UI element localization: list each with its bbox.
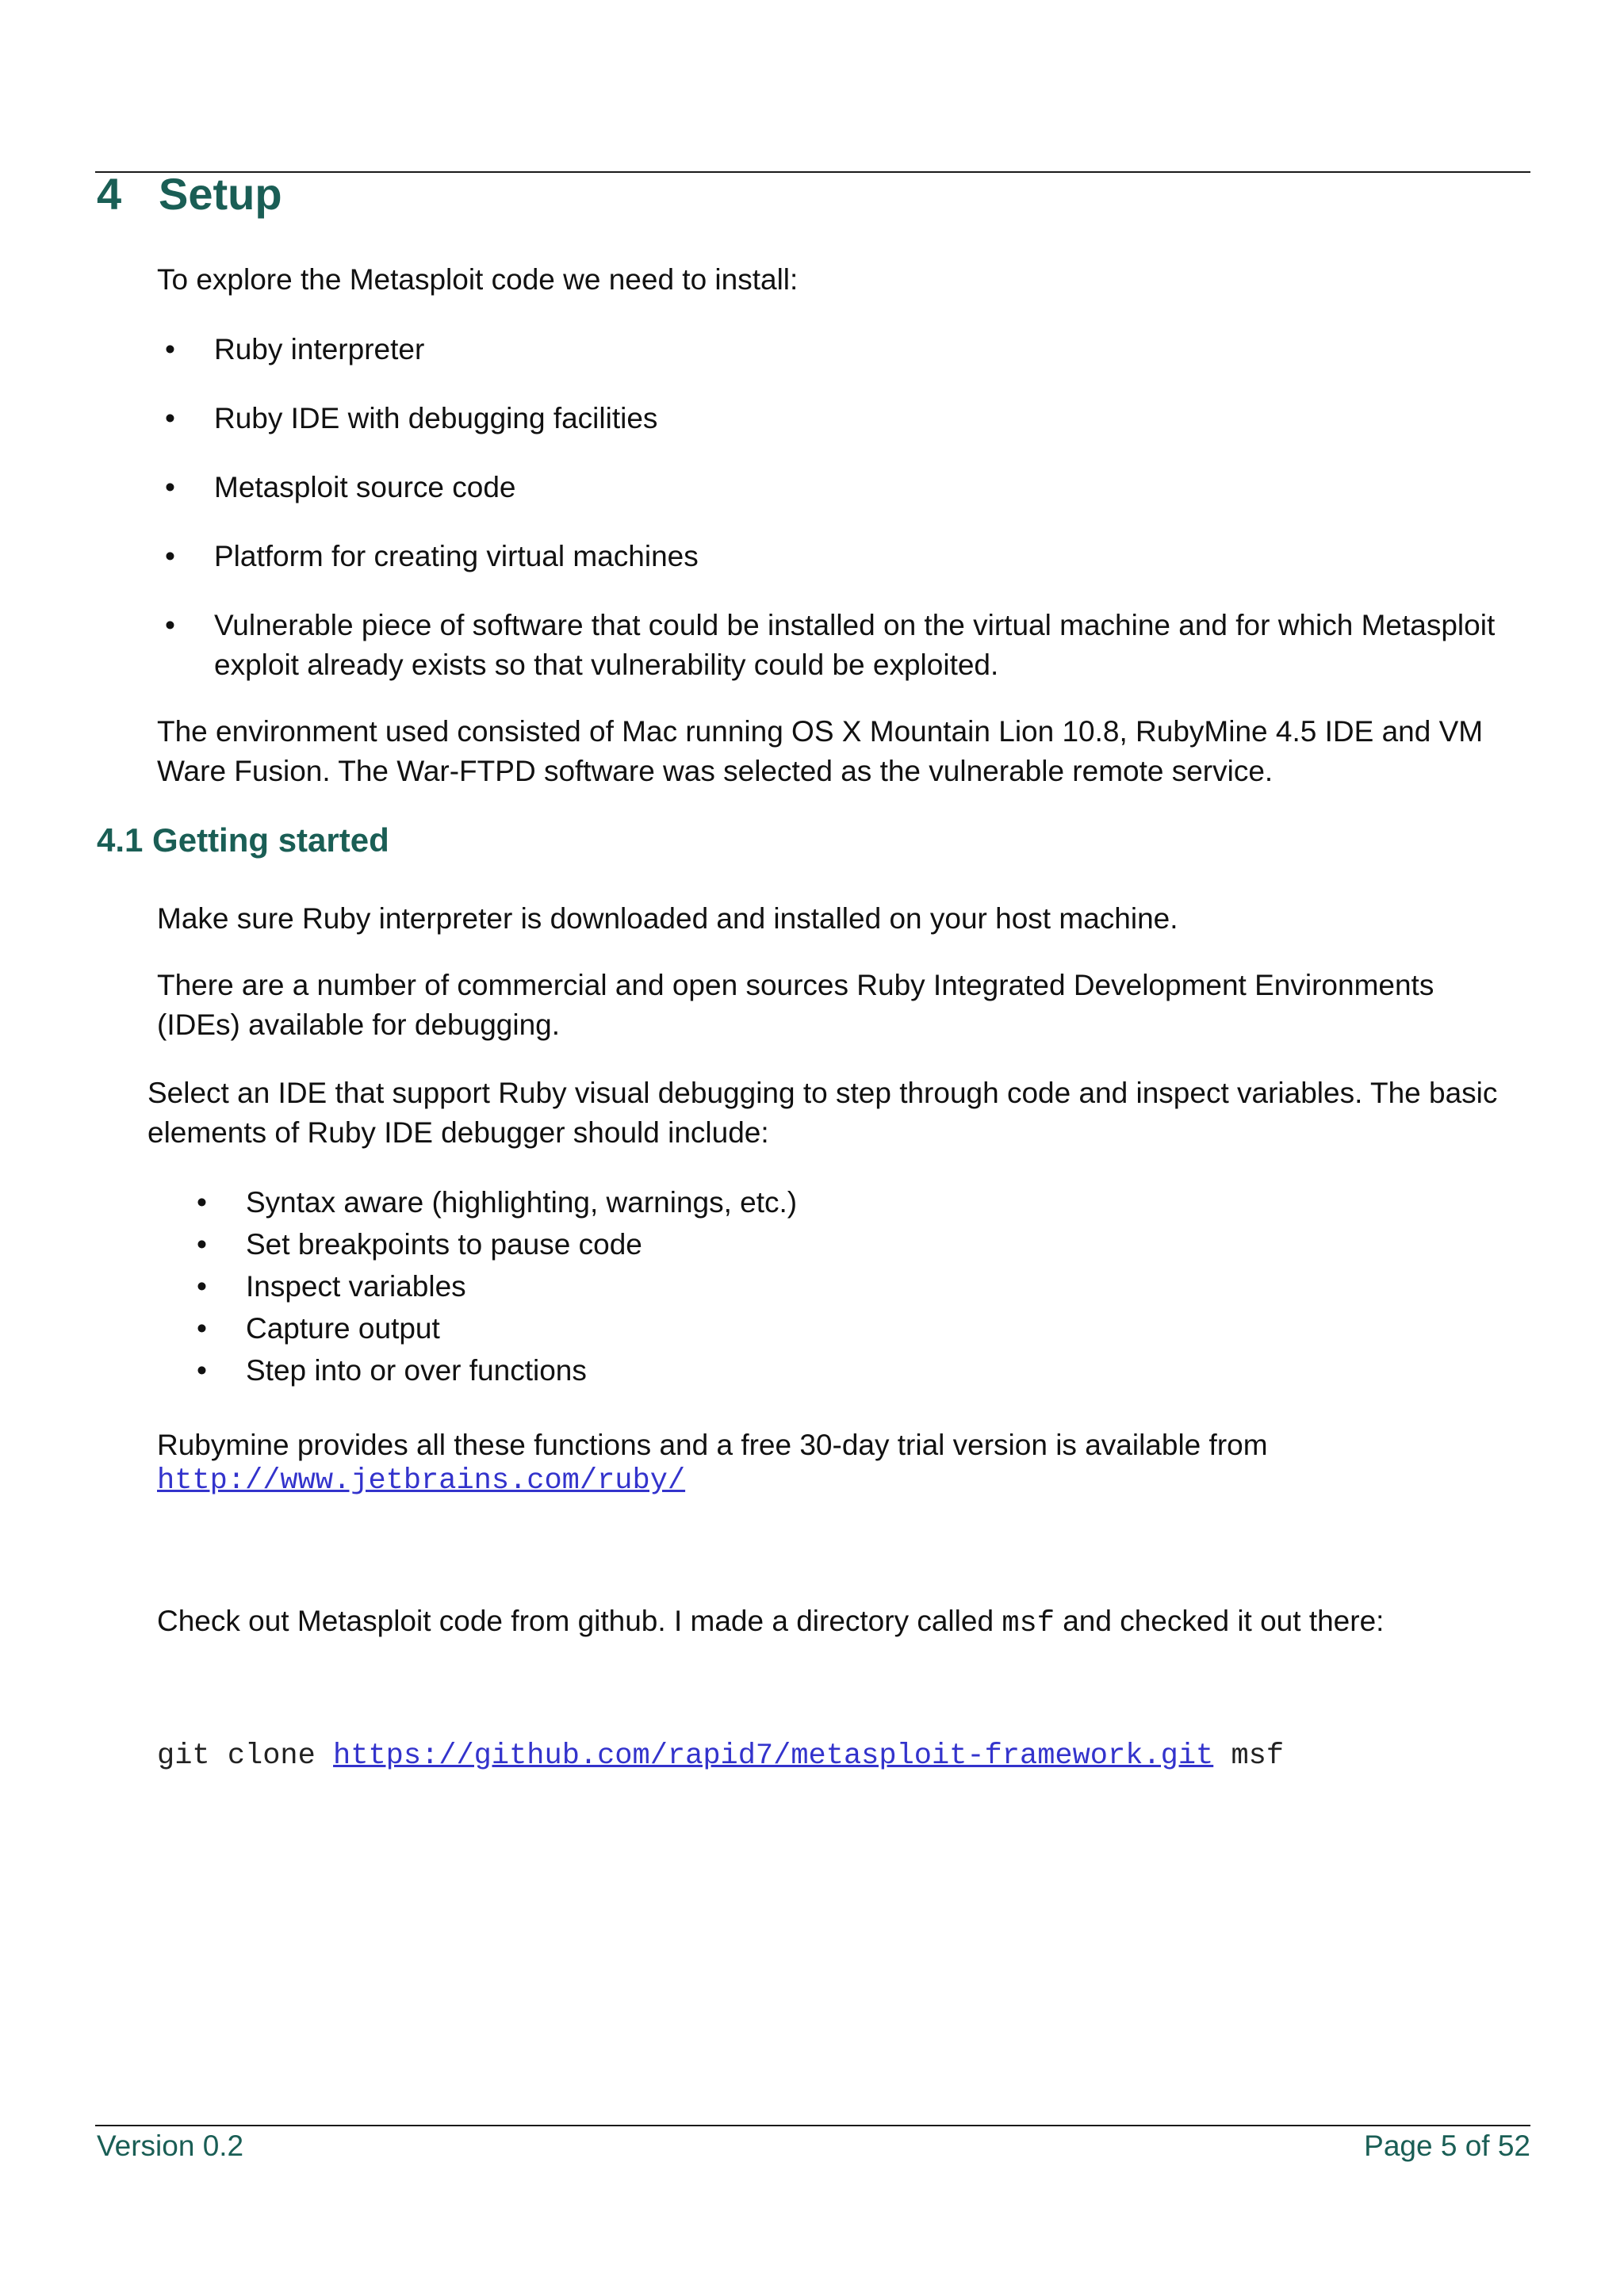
- header-rule: [95, 171, 1530, 173]
- list-item: • Platform for creating virtual machines: [165, 540, 699, 572]
- footer-rule: [95, 2125, 1530, 2126]
- environment-paragraph: The environment used consisted of Mac running OS X Mountain Lion 10.8, RubyMine 4.5 IDE and VM Ware Fusion. The War-FTPD software was selected as the vulnerable remote service.: [157, 715, 1484, 787]
- footer-page-number: Page 5 of 52: [1364, 2130, 1530, 2162]
- list-item: • Capture output: [197, 1312, 440, 1345]
- list-item: • Set breakpoints to pause code: [197, 1228, 642, 1261]
- checkout-paragraph: Check out Metasploit code from github. I made a directory called msf and checked it out there:: [157, 1605, 1385, 1640]
- subsection-heading: 4.1 Getting started: [97, 821, 389, 859]
- install-list: [165, 330, 1530, 714]
- footer-version: Version 0.2: [97, 2130, 244, 2162]
- list-item: • Ruby IDE with debugging facilities: [165, 402, 658, 434]
- list-item: • Syntax aware (highlighting, warnings, etc.): [197, 1186, 798, 1219]
- list-item: • Metasploit source code: [165, 471, 516, 503]
- inline-code-msf: msf: [1002, 1607, 1055, 1640]
- github-link[interactable]: https://github.com/rapid7/metasploit-framework.git: [333, 1739, 1214, 1773]
- ruby-install-paragraph: Make sure Ruby interpreter is downloaded and installed on your host machine.: [157, 902, 1178, 935]
- debugger-paragraph: Select an IDE that support Ruby visual debugging to step through code and inspect variables. The basic elements of Ruby IDE debugger should include:: [147, 1077, 1498, 1149]
- list-item: • Vulnerable piece of software that could be installed on the virtual machine and for which Metasploit exploit already exists so that vulnerability could be exploited.: [165, 609, 1496, 681]
- rubymine-paragraph: Rubymine provides all these functions and a free 30-day trial version is available from: [157, 1429, 1268, 1461]
- list-item: • Ruby interpreter: [165, 333, 425, 365]
- ide-paragraph: There are a number of commercial and open sources Ruby Integrated Development Environments (IDEs) available for debugging.: [157, 969, 1434, 1041]
- section-number: 4: [97, 169, 122, 219]
- list-item: • Inspect variables: [197, 1270, 466, 1303]
- list-item: • Step into or over functions: [197, 1354, 587, 1387]
- debugger-features-list: [197, 1181, 1515, 1391]
- rubymine-link[interactable]: http://www.jetbrains.com/ruby/: [157, 1464, 686, 1498]
- section-heading: [97, 168, 282, 220]
- intro-paragraph: To explore the Metasploit code we need to install:: [157, 263, 799, 296]
- git-command: git clone https://github.com/rapid7/metasploit-framework.git msf: [157, 1739, 1285, 1773]
- section-title: Setup: [159, 169, 282, 219]
